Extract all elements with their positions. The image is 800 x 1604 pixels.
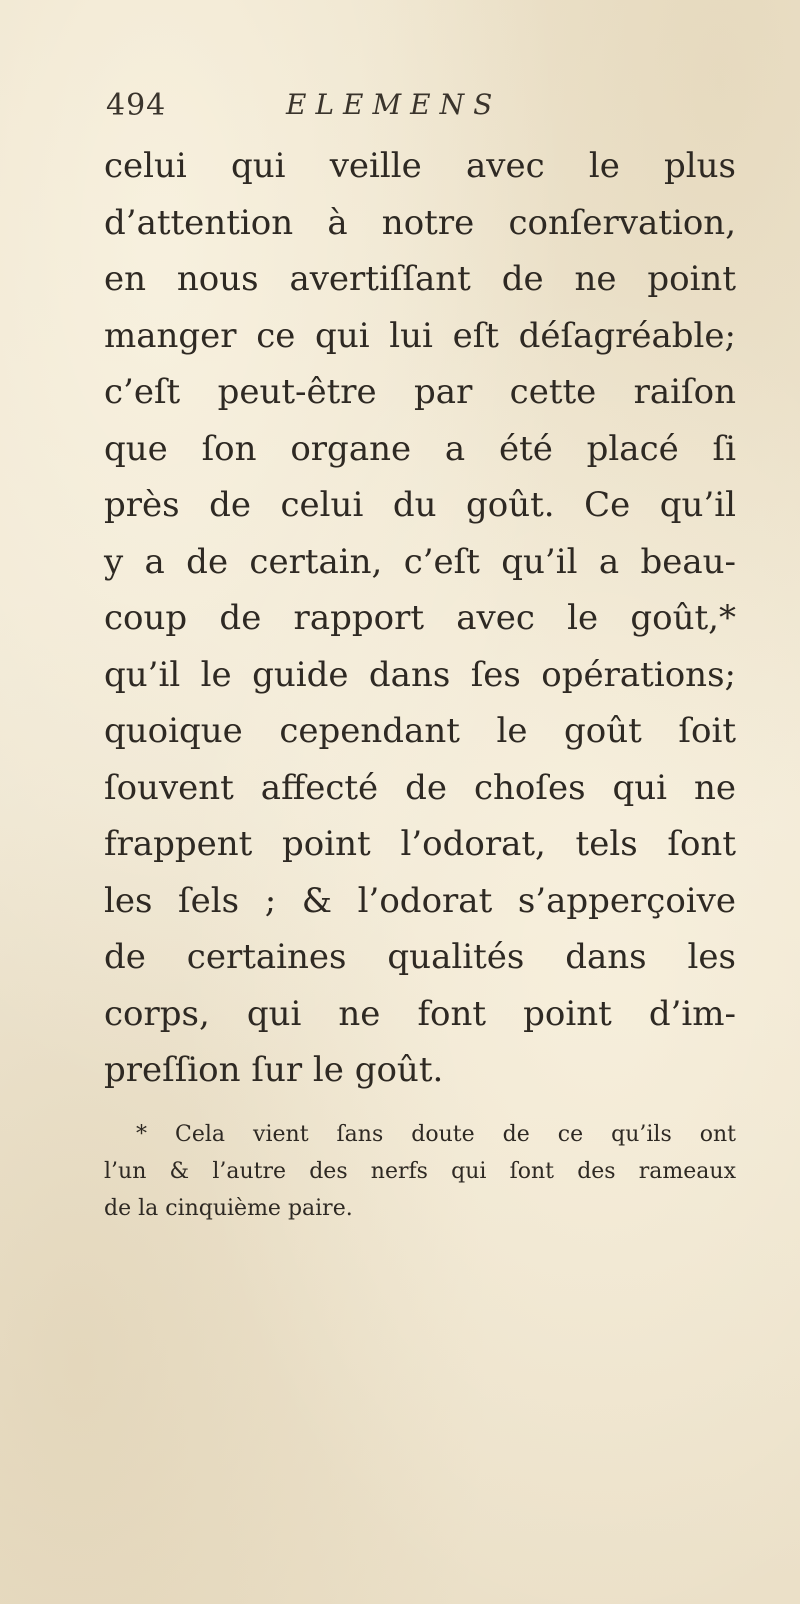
footnote-line: * Cela vient ſans doute de ce qu’ils ont (136, 1122, 736, 1147)
running-head: ELEMENS (286, 88, 502, 121)
body-line: preſſion ſur le goût. (104, 1050, 444, 1090)
body-line: coup de rapport avec le goût,* (104, 598, 736, 638)
body-line: ſouvent affecté de choſes qui ne (104, 767, 736, 808)
footnote-line: l’un & l’autre des nerfs qui ſont des rameaux (104, 1159, 736, 1184)
body-line: d’attention à notre conſervation, (104, 202, 736, 243)
body-line: de certaines qualités dans les (104, 937, 736, 977)
body-line: en nous avertiſſant de ne point (104, 259, 736, 299)
body-line: près de celui du goût. Ce qu’il (104, 485, 736, 525)
body-line: frappent point l’odorat, tels ſont (104, 824, 736, 864)
page-header (106, 88, 666, 140)
footnote (104, 1116, 736, 1227)
page-number: 494 (106, 88, 167, 123)
body-line: les ſels ; & l’odorat s’apperçoive (104, 880, 736, 921)
body-line: que ſon organe a été placé ſi (104, 428, 736, 469)
body-line: qu’il le guide dans ſes opérations; (104, 654, 736, 695)
body-line: celui qui veille avec le plus (104, 146, 736, 186)
body-line: c’eſt peut-être par cette raiſon (104, 372, 736, 412)
body-line: manger ce qui lui eſt déſagréable; (104, 315, 736, 356)
body-line: corps, qui ne font point d’im- (104, 993, 736, 1034)
body-line: quoique cependant le goût ſoit (104, 711, 736, 751)
footnote-line: de la cinquième paire. (104, 1196, 353, 1221)
body-text (104, 138, 736, 1099)
body-line: y a de certain, c’eſt qu’il a beau- (104, 541, 736, 582)
